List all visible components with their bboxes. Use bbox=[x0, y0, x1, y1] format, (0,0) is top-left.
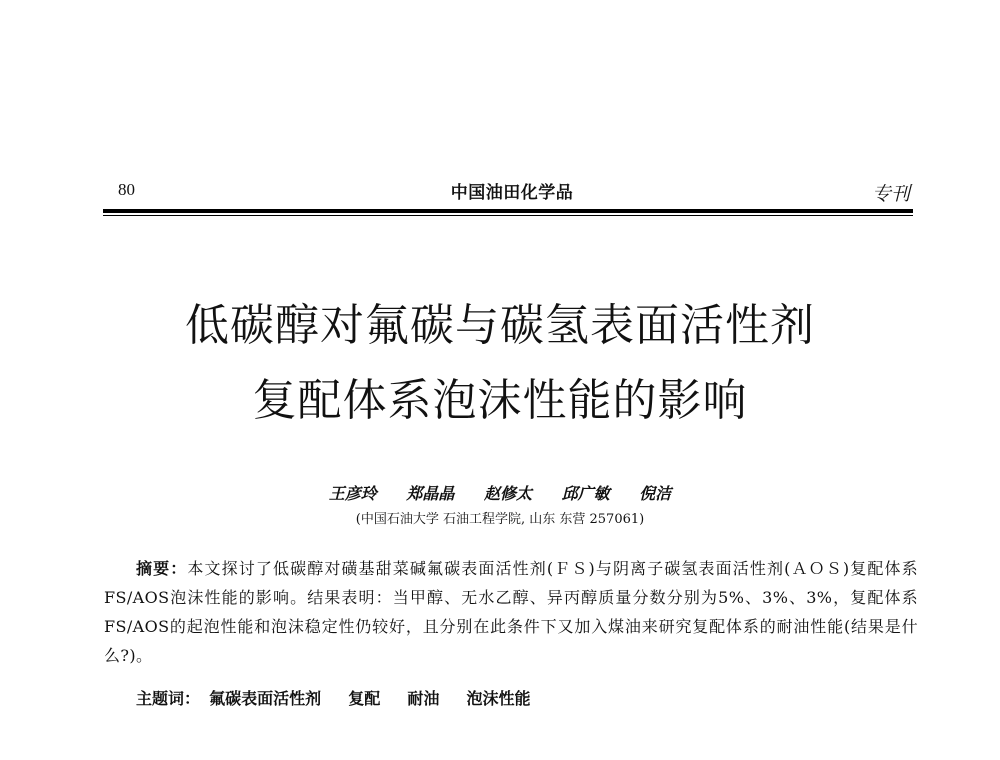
page-number: 80 bbox=[118, 180, 135, 199]
abstract-label: 摘要： bbox=[136, 559, 188, 578]
journal-name: 中国油田化学品 bbox=[450, 183, 574, 203]
keywords-label: 主题词： bbox=[136, 689, 201, 708]
author-name: 郑晶晶 bbox=[406, 484, 455, 503]
author-list bbox=[0, 481, 1000, 504]
keyword: 复配 bbox=[348, 689, 381, 708]
abstract-text: 本文探讨了低碳醇对磺基甜菜碱氟碳表面活性剂(ＦＳ)与阴离子碳氢表面活性剂(ＡＯＳ)复配体系FS/AOS泡沫性能的影响。结果表明：当甲醇、无水乙醇、异丙醇质量分数分别为5%、3%、3%，复配体系FS/AOS的起泡性能和泡沫稳定性仍较好，且分别在此条件下又加入煤油来研究复配体系的耐油性能(结果是什么?)。 bbox=[104, 559, 918, 665]
author-name: 赵修太 bbox=[483, 484, 532, 503]
author-name: 王彦玲 bbox=[328, 484, 377, 503]
keyword: 耐油 bbox=[407, 689, 440, 708]
header-rule-thick bbox=[103, 209, 913, 213]
author-affiliation: (中国石油大学 石油工程学院, 山东 东营 257061) bbox=[355, 512, 645, 527]
article-title-line-2: 复配体系泡沫性能的影响 bbox=[252, 375, 748, 426]
running-header bbox=[108, 178, 916, 205]
keywords bbox=[136, 686, 552, 709]
keyword: 泡沫性能 bbox=[466, 689, 531, 708]
author-name: 邱广敏 bbox=[561, 484, 610, 503]
keyword: 氟碳表面活性剂 bbox=[209, 689, 322, 708]
special-issue-label: 专刊 bbox=[871, 183, 910, 205]
article-title-line-1: 低碳醇对氟碳与碳氢表面活性剂 bbox=[185, 300, 815, 351]
author-name: 倪洁 bbox=[639, 484, 672, 503]
header-rule-thin bbox=[103, 215, 913, 216]
abstract bbox=[104, 554, 918, 670]
